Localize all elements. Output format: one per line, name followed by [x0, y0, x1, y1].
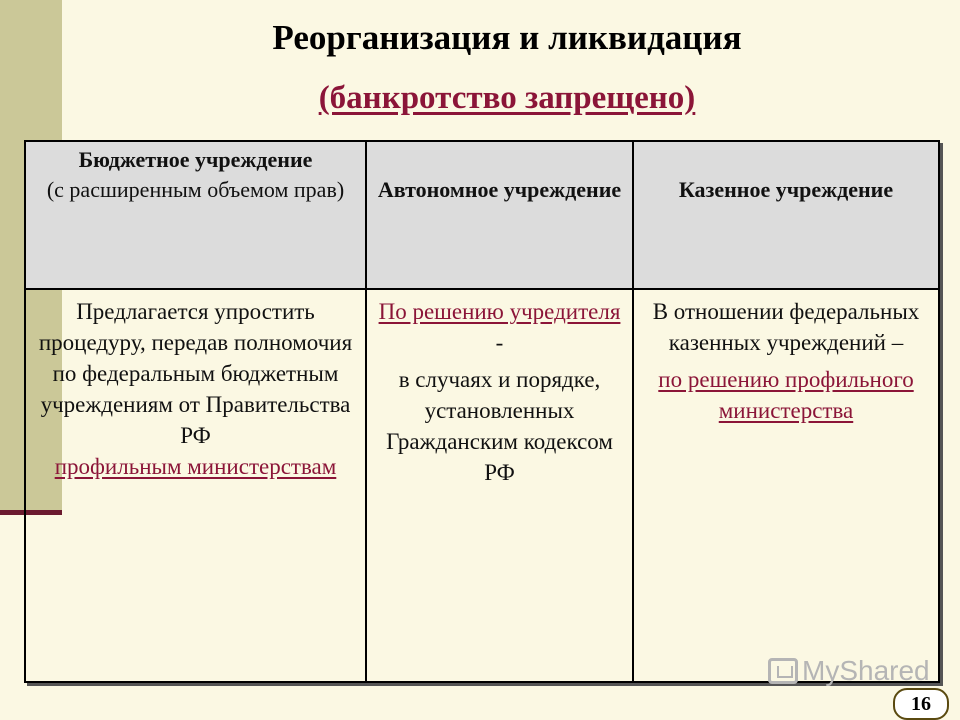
header-budget — [25, 141, 366, 289]
header-autonomous — [366, 141, 633, 289]
slide-title: Реорганизация и ликвидация — [272, 18, 742, 57]
watermark-text: MyShared — [802, 655, 930, 686]
header-state-title: Казенное учреждение — [678, 177, 894, 202]
cell-autonomous-text: в случаях и порядке, установленных Гражданским кодексом РФ — [386, 367, 613, 485]
cell-budget-link[interactable]: профильным министерствам — [54, 454, 337, 479]
cell-budget-text: Предлагается упростить процедуру, передав полномочия по федеральным бюджетным учреждениям от Правительства РФ — [38, 299, 353, 448]
cell-autonomous — [366, 289, 633, 682]
cell-autonomous-link[interactable]: По решению учредителя — [378, 299, 621, 324]
header-budget-title: Бюджетное учреждение — [78, 147, 313, 172]
comparison-table — [24, 140, 940, 683]
header-budget-note: (с расширенным объемом прав) — [46, 177, 345, 202]
cell-state — [633, 289, 939, 682]
cell-state-text: В отношении федеральных казенных учреждений – — [652, 299, 920, 355]
cell-autonomous-dash: - — [495, 330, 504, 355]
watermark — [768, 655, 930, 687]
table-row — [25, 289, 939, 682]
slide-subtitle-link[interactable]: (банкротство запрещено) — [318, 80, 696, 116]
table-header-row — [25, 141, 939, 289]
cell-budget — [25, 289, 366, 682]
header-state — [633, 141, 939, 289]
watermark-logo-icon — [768, 658, 798, 684]
page-number-badge: 16 — [893, 688, 949, 720]
cell-state-link[interactable]: по решению профильного министерства — [658, 367, 914, 423]
header-autonomous-title: Автономное учреждение — [377, 177, 622, 202]
